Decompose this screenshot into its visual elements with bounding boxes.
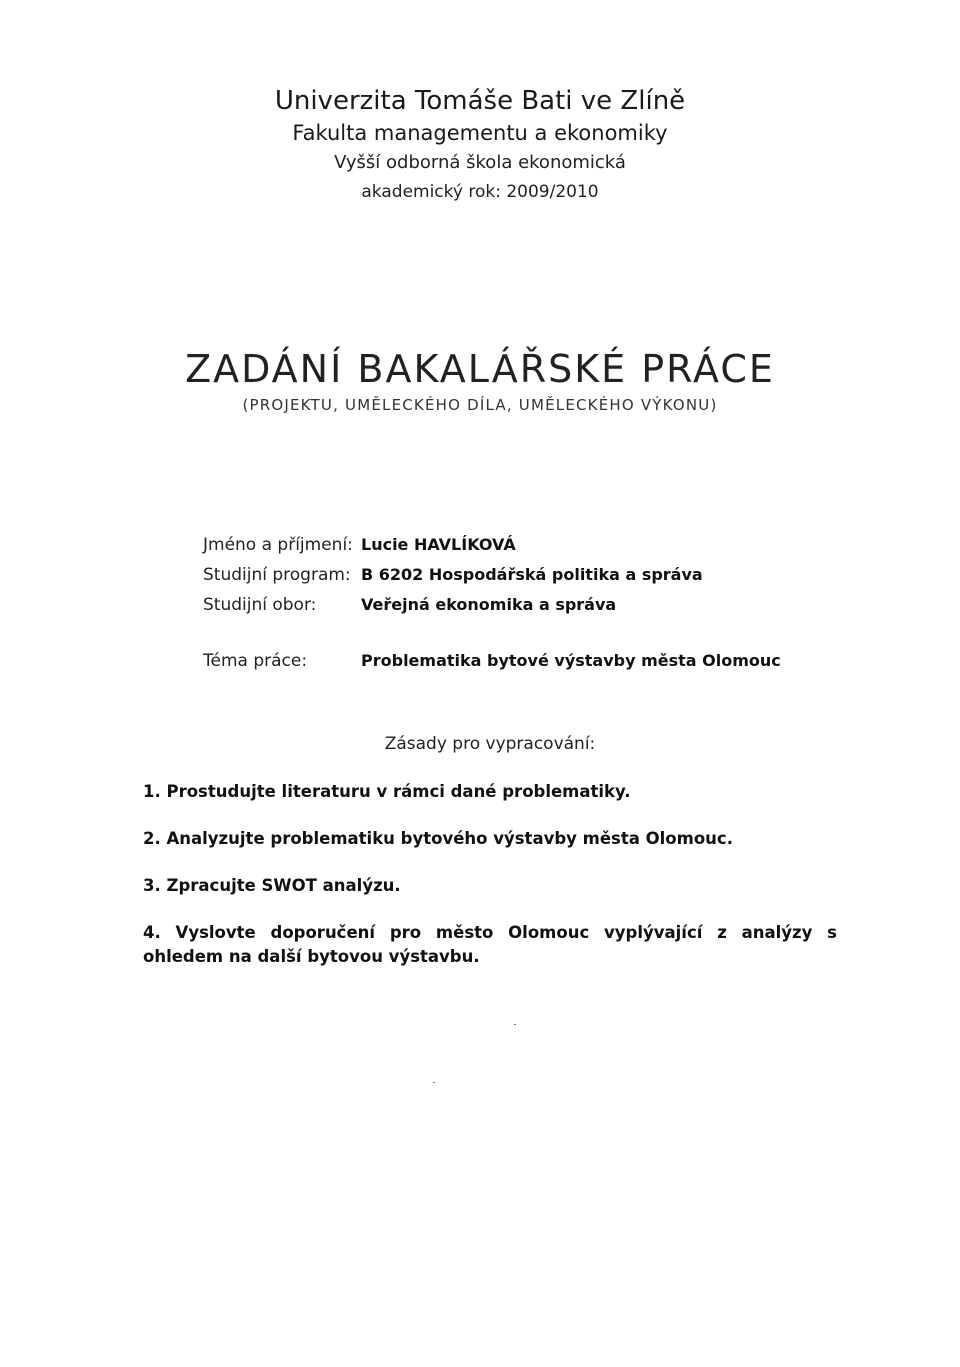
program-label: Studijní program:: [203, 565, 351, 585]
university-name: Univerzita Tomáše Bati ve Zlíně: [274, 86, 686, 116]
principle-item: 4. Vyslovte doporučení pro město Olomouc vyplývající z analýzy s ohledem na další bytovou výstavbu.: [143, 923, 837, 966]
scan-speck: [514, 1024, 516, 1025]
program-value: B 6202 Hospodářská politika a správa: [361, 565, 703, 584]
topic-label: Téma práce:: [203, 651, 308, 671]
info-row-program: [203, 560, 703, 590]
principles-list: [143, 780, 837, 992]
info-row-field: [203, 590, 703, 620]
name-value: Lucie HAVLÍKOVÁ: [361, 535, 516, 554]
topic-info: [203, 646, 781, 676]
principles-heading: Zásady pro vypracování:: [384, 734, 596, 754]
student-info: [203, 530, 703, 620]
field-label: Studijní obor:: [203, 595, 317, 615]
name-label: Jméno a příjmení:: [203, 535, 353, 555]
field-value: Veřejná ekonomika a správa: [361, 595, 617, 614]
scan-speck: [433, 1082, 435, 1083]
school-name: Vyšší odborná škola ekonomická: [334, 152, 626, 173]
academic-year: akademický rok: 2009/2010: [361, 182, 599, 202]
info-row-name: [203, 530, 703, 560]
principle-item: 1. Prostudujte literaturu v rámci dané problematiky.: [143, 782, 631, 801]
topic-value: Problematika bytové výstavby města Olomouc: [361, 651, 781, 670]
title-block: [0, 344, 960, 416]
principle-item: 3. Zpracujte SWOT analýzu.: [143, 876, 401, 895]
page-title: ZADÁNÍ BAKALÁŘSKÉ PRÁCE: [185, 347, 775, 391]
principle-item: 2. Analyzujte problematiku bytového výstavby města Olomouc.: [143, 829, 733, 848]
page-subtitle: (PROJEKTU, UMĚLECKÉHO DÍLA, UMĚLECKÉHO VÝKONU): [242, 396, 718, 414]
document-header: [0, 84, 960, 206]
info-row-topic: [203, 646, 781, 676]
faculty-name: Fakulta managementu a ekonomiky: [292, 121, 668, 145]
